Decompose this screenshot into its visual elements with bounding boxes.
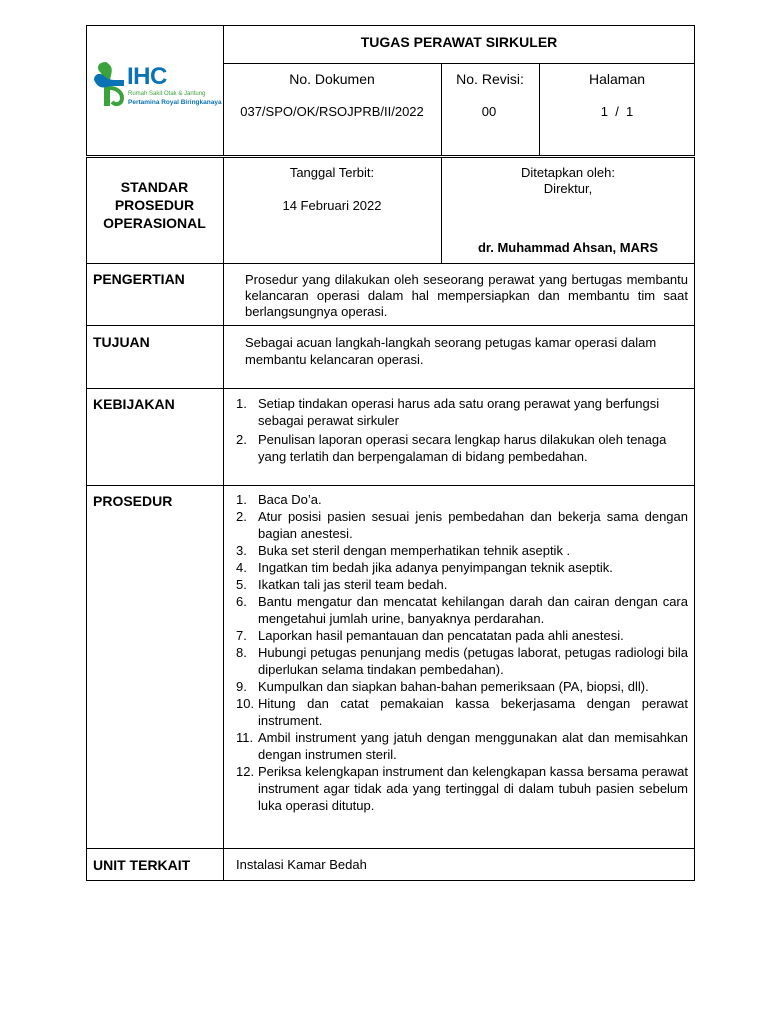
list-item: 5. Ikatkan tali jas steril team bedah. bbox=[236, 577, 448, 592]
list-item-text: Bantu mengatur dan mencatat kehilangan darah dan cairan dengan cara mengetahui jumlah urine, banyaknya perdarahan. bbox=[258, 594, 688, 626]
sop-label-line: STANDAR bbox=[120, 179, 189, 195]
signatory-name: dr. Muhammad Ahsan, MARS bbox=[477, 240, 659, 255]
issue-date-label: Tanggal Terbit: bbox=[289, 165, 375, 180]
sop-label bbox=[86, 178, 223, 232]
list-item-text: Laporkan hasil pemantauan dan pencatatan pada ahli anestesi. bbox=[258, 628, 624, 643]
list-item-text: Ingatkan tim bedah jika adanya penyimpangan teknik aseptik. bbox=[258, 560, 613, 575]
cross-leaf-icon bbox=[92, 60, 126, 108]
list-item-text: Setiap tindakan operasi harus ada satu orang perawat yang berfungsi sebagai perawat sirkuler bbox=[258, 396, 660, 428]
row-divider bbox=[86, 388, 695, 389]
revision-label: No. Revisi: bbox=[456, 71, 524, 87]
set-by-label: Ditetapkan oleh: bbox=[521, 165, 615, 180]
document-title: TUGAS PERAWAT SIRKULER bbox=[360, 34, 558, 50]
list-item: 3. Buka set steril dengan memperhatikan tehnik aseptik . bbox=[236, 543, 571, 558]
list-item-text: Hubungi petugas penunjang medis (petugas laborat, petugas radiologi bila diperlukan selama tindakan pembedahan). bbox=[258, 645, 688, 677]
list-item: 12. Periksa kelengkapan instrument dan kelengkapan kassa bersama perawat instrument agar tidak ada yang tertinggal di dalam tubuh pasien sebelum luka operasi ditutup. bbox=[236, 764, 688, 813]
unit-label: UNIT TERKAIT bbox=[93, 857, 191, 873]
logo-line2: Pertamina Royal Biringkanaya bbox=[128, 99, 222, 106]
list-item: 1. Setiap tindakan operasi harus ada satu orang perawat yang berfungsi sebagai perawat sirkuler bbox=[236, 396, 660, 428]
column-divider bbox=[223, 157, 224, 881]
revision-value: 00 bbox=[481, 104, 497, 119]
list-item: 10. Hitung dan catat pemakaian kassa bekerjasama dengan perawat instrument. bbox=[236, 696, 688, 728]
prosedur-list bbox=[236, 491, 688, 814]
list-item-text: Kumpulkan dan siapkan bahan-bahan pemeriksaan (PA, biopsi, dll). bbox=[258, 679, 649, 694]
kebijakan-label: KEBIJAKAN bbox=[93, 396, 175, 412]
list-item: 4. Ingatkan tim bedah jika adanya penyimpangan teknik aseptik. bbox=[236, 560, 613, 575]
logo-line1: Rumah Sakit Otak & Jantung bbox=[128, 91, 206, 97]
prosedur-label: PROSEDUR bbox=[93, 493, 173, 509]
unit-text: Instalasi Kamar Bedah bbox=[236, 857, 367, 872]
doc-number-label: No. Dokumen bbox=[289, 71, 375, 87]
list-item: 2. Atur posisi pasien sesuai jenis pembedahan dan bekerja sama dengan bagian anestesi. bbox=[236, 509, 688, 541]
list-item: 6. Bantu mengatur dan mencatat kehilangan darah dan cairan dengan cara mengetahui jumlah urine, banyaknya perdarahan. bbox=[236, 594, 688, 626]
row-divider bbox=[86, 485, 695, 486]
doc-number-value: 037/SPO/OK/RSOJPRB/II/2022 bbox=[240, 104, 424, 119]
header-divider bbox=[223, 63, 695, 64]
list-item: 9. Kumpulkan dan siapkan bahan-bahan pemeriksaan (PA, biopsi, dll). bbox=[236, 679, 649, 694]
sop-label-line: OPERASIONAL bbox=[103, 215, 206, 231]
list-item-text: Ambil instrument yang jatuh dengan menggunakan alat dan memisahkan dengan instrumen steril. bbox=[258, 730, 688, 762]
pengertian-label: PENGERTIAN bbox=[93, 271, 185, 287]
list-item-text: Penulisan laporan operasi secara lengkap harus dilakukan oleh tenaga yang terlatih dan berpengalaman di bidang pembedahan. bbox=[258, 432, 667, 464]
row-divider bbox=[86, 848, 695, 849]
issue-date-value: 14 Februari 2022 bbox=[282, 198, 382, 213]
page-label: Halaman bbox=[588, 71, 646, 87]
tujuan-text: Sebagai acuan langkah-langkah seorang petugas kamar operasi dalam membantu kelancaran operasi. bbox=[245, 335, 657, 367]
list-item-text: Periksa kelengkapan instrument dan kelengkapan kassa bersama perawat instrument agar tidak ada yang tertinggal di dalam tubuh pasien sebelum luka operasi ditutup. bbox=[258, 764, 688, 813]
list-item-text: Hitung dan catat pemakaian kassa bekerjasama dengan perawat instrument. bbox=[258, 696, 688, 728]
list-item: 11. Ambil instrument yang jatuh dengan menggunakan alat dan memisahkan dengan instrumen steril. bbox=[236, 730, 688, 762]
list-item-text: Atur posisi pasien sesuai jenis pembedahan dan bekerja sama dengan bagian anestesi. bbox=[258, 509, 688, 541]
pengertian-text: Prosedur yang dilakukan oleh seseorang perawat yang bertugas membantu kelancaran operasi dalam hal mempersiapkan dan membantu tim saat berlangsungnya operasi. bbox=[245, 272, 688, 319]
row-divider bbox=[86, 325, 695, 326]
list-item: 2. Penulisan laporan operasi secara lengkap harus dilakukan oleh tenaga yang terlatih dan berpengalaman di bidang pembedahan. bbox=[236, 432, 667, 464]
list-item: 8. Hubungi petugas penunjang medis (petugas laborat, petugas radiologi bila diperlukan selama tindakan pembedahan). bbox=[236, 645, 688, 677]
set-by-role: Direktur, bbox=[543, 181, 593, 196]
list-item: 7. Laporkan hasil pemantauan dan pencatatan pada ahli anestesi. bbox=[236, 628, 624, 643]
hospital-logo bbox=[92, 58, 220, 114]
sop-label-line: PROSEDUR bbox=[114, 197, 195, 213]
list-item-text: Baca Do’a. bbox=[258, 492, 322, 507]
list-item-text: Ikatkan tali jas steril team bedah. bbox=[258, 577, 448, 592]
logo-brand: IHC bbox=[127, 63, 167, 90]
list-item: 1. Baca Do’a. bbox=[236, 492, 322, 507]
kebijakan-list bbox=[236, 395, 668, 465]
list-item-text: Buka set steril dengan memperhatikan tehnik aseptik . bbox=[258, 543, 571, 558]
row-divider bbox=[86, 263, 695, 264]
page-value: 1 / 1 bbox=[600, 104, 634, 119]
tujuan-label: TUJUAN bbox=[93, 334, 150, 350]
